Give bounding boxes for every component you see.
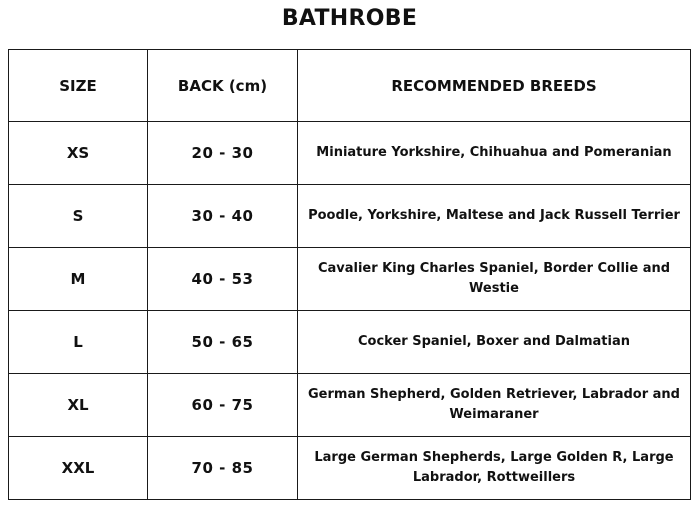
page-title: BATHROBE [281, 6, 418, 31]
table-row [9, 311, 691, 374]
breeds-cell: Large German Shepherds, Large Golden R, Large Labrador, Rottweillers [298, 437, 691, 500]
table-row [9, 248, 691, 311]
size-cell: XS [9, 122, 148, 185]
header-back: BACK (cm) [148, 50, 298, 122]
breeds-cell: Cavalier King Charles Spaniel, Border Collie and Westie [298, 248, 691, 311]
table-header-row [9, 50, 691, 122]
back-cell: 60 - 75 [148, 374, 298, 437]
back-cell: 20 - 30 [148, 122, 298, 185]
table-row [9, 122, 691, 185]
header-recommended-breeds: RECOMMENDED BREEDS [298, 50, 691, 122]
back-cell: 70 - 85 [148, 437, 298, 500]
size-cell: XXL [9, 437, 148, 500]
size-cell: M [9, 248, 148, 311]
back-cell: 30 - 40 [148, 185, 298, 248]
breeds-cell: Poodle, Yorkshire, Maltese and Jack Russell Terrier [298, 185, 691, 248]
table-row [9, 374, 691, 437]
size-chart-table [8, 49, 691, 500]
size-cell: S [9, 185, 148, 248]
size-cell: L [9, 311, 148, 374]
size-cell: XL [9, 374, 148, 437]
breeds-cell: German Shepherd, Golden Retriever, Labrador and Weimaraner [298, 374, 691, 437]
back-cell: 40 - 53 [148, 248, 298, 311]
header-size: SIZE [9, 50, 148, 122]
breeds-cell: Cocker Spaniel, Boxer and Dalmatian [298, 311, 691, 374]
table-row [9, 185, 691, 248]
table-row [9, 437, 691, 500]
breeds-cell: Miniature Yorkshire, Chihuahua and Pomeranian [298, 122, 691, 185]
back-cell: 50 - 65 [148, 311, 298, 374]
